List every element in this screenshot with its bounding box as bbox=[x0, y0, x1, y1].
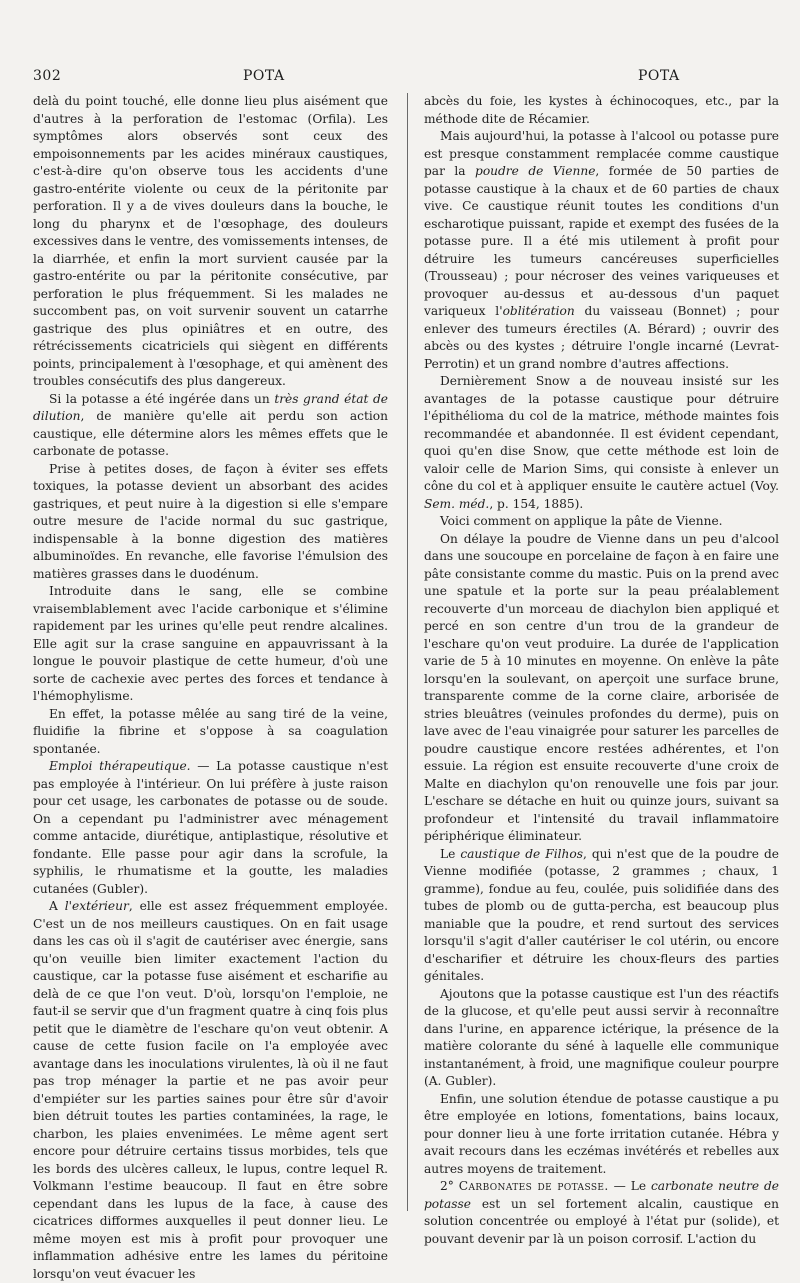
page-number: 302 bbox=[33, 68, 62, 84]
italic-text: caustique de Filhos bbox=[460, 846, 583, 861]
text-columns bbox=[33, 93, 780, 1281]
text-run: — La potasse caustique n'est pas employée à l'intérieur. On lui préfère à juste raison pour cet usage, les carbonates de potasse ou de soude. On a cependant pu l'administrer avec ménagement comme antacide, diurétique, antiplastique, résolutive et fondante. Elle passe pour agir dans la scrofule, la syphilis, le rhumatisme et la goutte, les maladies cutanées (Gubler). bbox=[33, 759, 388, 896]
paragraph bbox=[424, 1091, 779, 1179]
text-run: Prise à petites doses, de façon à éviter ses effets toxiques, la potasse devient un absorbant des acides gastriques, et peut nuire à la digestion si elle s'empare outre mesure de l'acide normal du suc gastrique, indispensable à la bonne digestion des matières albuminoïdes. En revanche, elle favorise l'émulsion des matières grasses dans le duodénum. bbox=[33, 461, 388, 581]
text-run: delà du point touché, elle donne lieu plus aisément que d'autres à la perforation de l'estomac (Orfila). Les symptômes alors observés sont ceux des empoisonnements par les acides minéraux caustiques, c'est-à-dire qu'on observe tous les accidents d'une gastro-entérite violente ou ceux de la péritonite par perforation. Il y a de vives douleurs dans la bouche, le long du pharynx et de l'œsophage, des douleurs excessives dans le ventre, des vomissements intenses, de la diarrhée, et enfin la mort survient causée par la gastro-entérite ou par la péritonite consécutive, par perforation le plus fréquemment. Si les malades ne succombent pas, on voit survenir souvent un catarrhe gastrique des plus opiniâtres et en outre, des rétrécissements cicatriciels qui siègent en différents points, principalement à l'œsophage, et qui amènent des troubles consécutifs des plus dangereux. bbox=[33, 94, 388, 388]
italic-text: oblitération bbox=[502, 304, 575, 318]
text-run: , qui n'est que de la poudre de Vienne modifiée (potasse, 2 grammes ; chaux, 1 gramme), fondue au feu, coulée, puis solidifiée dans des tubes de plomb ou de gutta-percha, est beaucoup plus maniable que la poudre, et rend surtout des services lorsqu'il s'agit d'aller cautériser le col utérin, ou encore d'escharifier et détruire les choux-fleurs des parties génitales. bbox=[424, 846, 780, 983]
column-divider bbox=[407, 93, 408, 1211]
text-run: Mais aujourd'hui, la potasse à l'alcool ou potasse pure est presque constamment remplacée comme caustique par la bbox=[424, 129, 779, 178]
paragraph bbox=[33, 93, 388, 391]
text-run: , p. 154, 1885). bbox=[489, 496, 584, 511]
paragraph bbox=[33, 461, 388, 584]
paragraph bbox=[424, 531, 779, 846]
paragraph bbox=[33, 898, 388, 1283]
text-run: Ajoutons que la potasse caustique est l'un des réactifs de la glucose, et qu'elle peut aussi servir à reconnaître dans l'urine, en apparence ictérique, la présence de la matière colorante du séné à laquelle elle communique instantanément, à froid, une magnifique couleur pourpre (A. Gubler). bbox=[424, 986, 779, 1088]
text-run: , formée de 50 parties de potasse caustique à la chaux et de 60 parties de chaux vive. Ce caustique réunit toutes les conditions d'un escharotique puissant, rapide et exempt des fusées de la potasse pure. Il a été mis utilement à profit pour détruire les tumeurs cancéreuses superficielles (Trousseau) ; pour nécroser des veines variqueuses et provoquer au-dessus et au-dessous d'un paquet variqueux l' bbox=[424, 164, 780, 318]
paragraph bbox=[424, 846, 779, 986]
text-run: Dernièrement Snow a de nouveau insisté sur les avantages de la potasse caustique pour détruire l'épithélioma du col de la matrice, méthode maintes fois recommandée et abandonnée. Il est évident cependant, quoi qu'en dise Snow, que cette méthode est loin de valoir celle de Marion Sims, qui consiste à enlever un cône du col et à appliquer ensuite le cautère actuel (Voy. bbox=[424, 374, 779, 493]
text-run: , de manière qu'elle ait perdu son action caustique, elle détermine alors les mêmes effets que le carbonate de potasse. bbox=[33, 409, 388, 458]
text-run: abcès du foie, les kystes à échinocoques, etc., par la méthode dite de Récamier. bbox=[424, 94, 779, 126]
right-column bbox=[424, 93, 780, 1246]
italic-text: poudre de Vienne bbox=[475, 164, 596, 178]
paragraph bbox=[424, 128, 779, 373]
text-run: 2° bbox=[440, 1179, 459, 1193]
italic-text: Sem. méd. bbox=[424, 496, 490, 511]
text-run: Le bbox=[440, 846, 461, 861]
italic-text: l'extérieur bbox=[64, 899, 129, 913]
text-run: est un sel fortement alcalin, caustique en solution concentrée ou employé à l'état pur (solide), et pouvant devenir par là un poison corrosif. L'action du bbox=[424, 1196, 779, 1246]
paragraph bbox=[424, 986, 779, 1091]
paragraph bbox=[33, 391, 388, 461]
paragraph bbox=[424, 513, 779, 531]
italic-text: très grand état de dilution bbox=[33, 391, 388, 423]
paragraph bbox=[33, 758, 388, 898]
running-title-right: POTA bbox=[638, 68, 680, 84]
paragraph bbox=[33, 706, 388, 759]
text-run: — Le bbox=[608, 1179, 651, 1193]
running-header bbox=[33, 68, 774, 88]
smallcaps-heading: Carbonates de potasse. bbox=[458, 1179, 609, 1193]
text-run: Enfin, une solution étendue de potasse caustique a pu être employée en lotions, fomentations, bains locaux, pour donner lieu à une forte irritation cutanée. Hébra y avait recours dans les eczémas invétérés et rebelles aux autres moyens de traitement. bbox=[424, 1091, 779, 1176]
italic-text: carbonate neutre de potasse bbox=[424, 1179, 779, 1211]
paragraph bbox=[424, 93, 779, 128]
italic-text: Emploi thérapeutique. bbox=[49, 759, 191, 773]
paragraph bbox=[33, 583, 388, 706]
text-run: Si la potasse a été ingérée dans un bbox=[49, 391, 275, 406]
paragraph bbox=[424, 373, 779, 513]
text-run: du vaisseau (Bonnet) ; pour enlever des tumeurs érectiles (A. Bérard) ; ouvrir des abcès ou des kystes ; détruire l'ongle incarné (Levrat-Perrotin) et un grand nombre d'autres affections. bbox=[424, 304, 779, 371]
left-column bbox=[33, 93, 388, 1281]
text-run: En effet, la potasse mêlée au sang tiré de la veine, fluidifie la fibrine et s'oppose à sa coagulation spontanée. bbox=[33, 706, 388, 756]
text-run: , elle est assez fréquemment employée. C'est un de nos meilleurs caustiques. On en fait usage dans les cas où il s'agit de cautériser avec énergie, sans qu'on veuille bien limiter exactement l'action du caustique, car la potasse fuse aisément et escharifie au delà de ce que l'on veut. D'où, lorsqu'on l'emploie, ne faut-il se servir que d'un fragment quatre à cinq fois plus petit que le diamètre de l'eschare qu'on veut obtenir. A cause de cette fusion facile on l'a employée avec avantage dans les inoculations virulentes, là où il ne faut pas trop ménager la partie et ne pas avoir peur d'empiéter sur les parties saines pour être sûr d'avoir bien détruit toutes les parties contaminées, la rage, le charbon, les plaies envenimées. Le même agent sert encore pour détruire certains tissus morbides, tels que les bords des ulcères calleux, le lupus, contre lequel R. Volkmann l'estime beaucoup. Il faut en être sobre cependant dans les lupus de la face, à cause des cicatrices difformes auxquelles il peut donner lieu. Le même moyen est mis à profit pour provoquer une inflammation adhésive entre les lames du péritoine lorsqu'on veut évacuer les bbox=[33, 899, 388, 1281]
text-run: On délaye la poudre de Vienne dans un peu d'alcool dans une soucoupe en porcelaine de façon à en faire une pâte consistante comme du mastic. Puis on la prend avec une spatule et la porte sur la peau préalablement recouverte d'un morceau de diachylon bien appliqué et percé en son centre d'un trou de la grandeur de l'eschare qu'on veut produire. La durée de l'application varie de 5 à 10 minutes en moyenne. On enlève la pâte lorsqu'en la soulevant, on aperçoit une surface brune, transparente comme de la corne claire, arborisée de stries bleuâtres (veinules profondes du derme), puis on lave avec de l'eau vinaigrée pour saturer les parcelles de poudre caustique encore restées adhérentes, et l'on essuie. La région est ensuite recouverte d'une croix de Malte en diachylon qu'on renouvelle une fois par jour. L'eschare se détache en huit ou quinze jours, suivant sa profondeur et l'intensité du travail inflammatoire périphérique éliminateur. bbox=[424, 531, 779, 843]
paragraph bbox=[424, 1178, 779, 1248]
text-run: Introduite dans le sang, elle se combine vraisemblablement avec l'acide carbonique et s'élimine rapidement par les urines qu'elle peut rendre alcalines. Elle agit sur la crase sanguine en appauvrissant à la longue le pouvoir plastique de cette humeur, d'où une sorte de cachexie avec pertes des forces et tendance à l'hémophylisme. bbox=[33, 584, 388, 703]
text-run: Voici comment on applique la pâte de Vienne. bbox=[440, 514, 723, 528]
running-title-left: POTA bbox=[243, 68, 285, 84]
text-run: A bbox=[49, 899, 65, 913]
